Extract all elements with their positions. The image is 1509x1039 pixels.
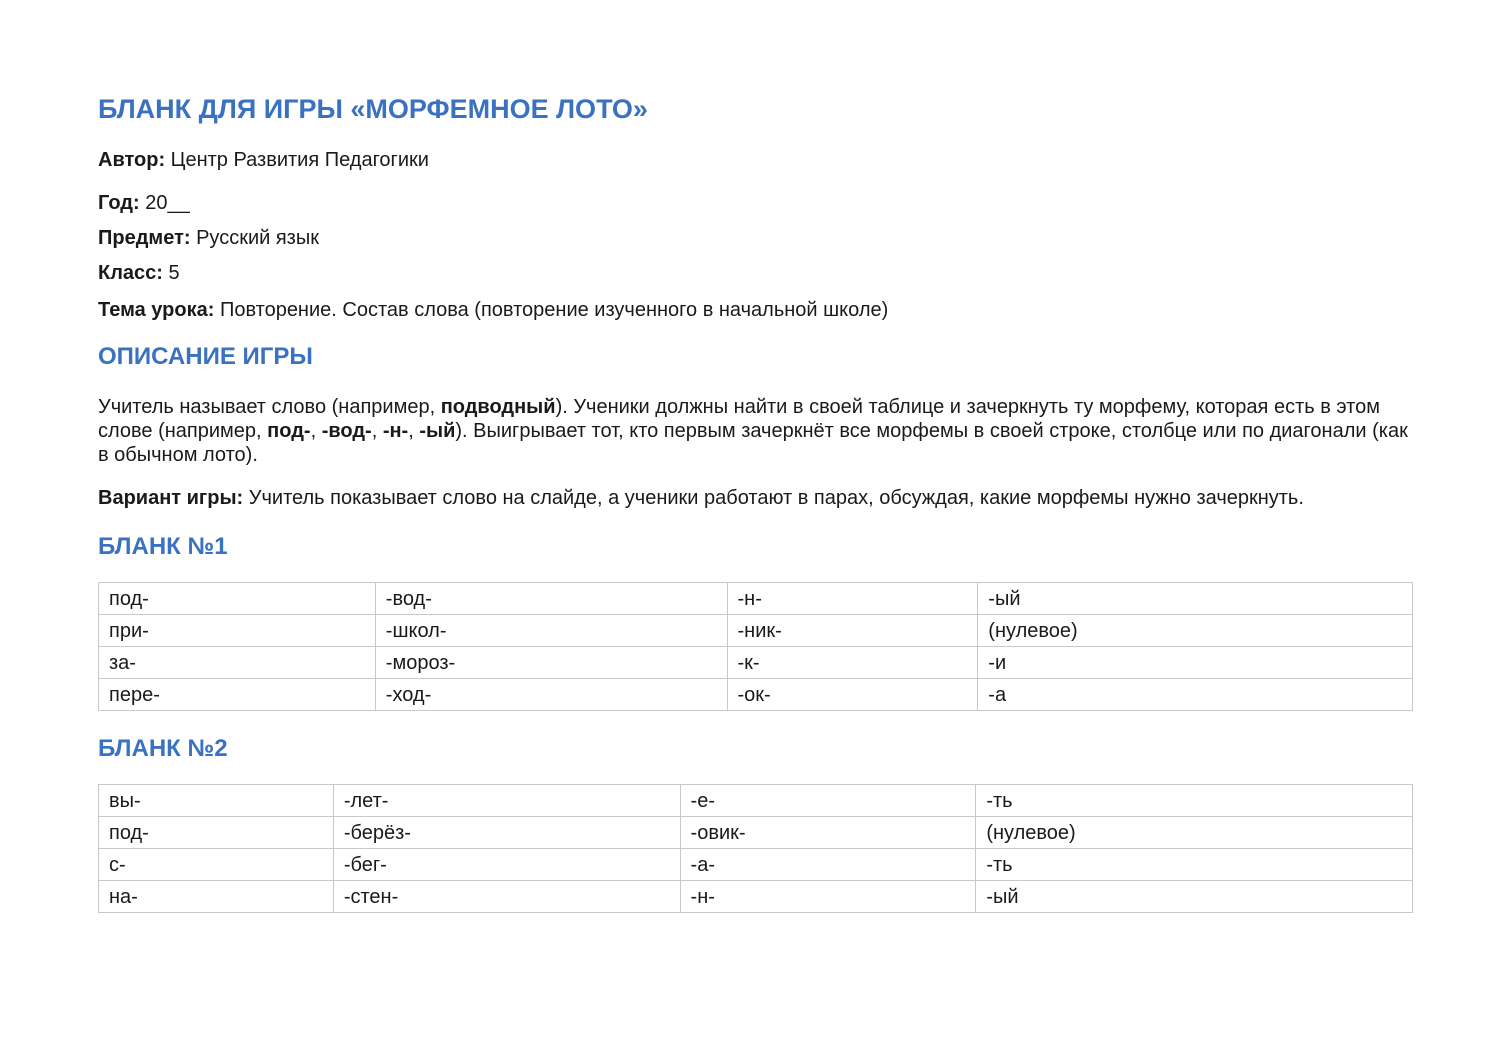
variant-label: Вариант игры: <box>98 487 244 509</box>
meta-year-value: 20__ <box>139 192 190 214</box>
table-cell: -ник- <box>727 615 978 647</box>
description-paragraph: Учитель называет слово (например, подводный). Ученики должны найти в своей таблице и зачеркнуть ту морфему, которая есть в этом слове (например, под-, -вод-, -н-, -ый). Выигрывает тот, кто первым зачеркнёт все морфемы в своей строке, столбце или по диагонали (как в обычном лото). <box>98 396 1408 466</box>
table-row <box>99 785 1413 817</box>
example-word: подводный <box>440 396 556 418</box>
blank1-heading: БЛАНК №1 <box>98 533 228 560</box>
table-cell: -школ- <box>375 615 727 647</box>
table-row <box>99 817 1413 849</box>
variant-paragraph <box>98 486 1413 510</box>
meta-grade-value: 5 <box>162 262 180 284</box>
table-cell: -е- <box>680 785 976 817</box>
table-cell: под- <box>99 583 376 615</box>
blank1-table <box>98 582 1413 711</box>
table-row <box>99 615 1413 647</box>
morpheme-ending: -ый <box>419 420 456 442</box>
table-cell: -бег- <box>333 849 680 881</box>
table-cell: -ый <box>978 583 1413 615</box>
table-cell: при- <box>99 615 376 647</box>
meta-subject <box>98 227 319 250</box>
meta-author-label: Автор: <box>98 149 166 171</box>
table-cell: -берёз- <box>333 817 680 849</box>
table-cell: с- <box>99 849 334 881</box>
table-cell: на- <box>99 881 334 913</box>
meta-topic-label: Тема урока: <box>98 299 215 321</box>
table-row <box>99 647 1413 679</box>
table-cell: -ть <box>976 785 1413 817</box>
meta-subject-value: Русский язык <box>190 227 319 249</box>
table-cell: -и <box>978 647 1413 679</box>
table-cell: -ход- <box>375 679 727 711</box>
table-row <box>99 679 1413 711</box>
blank2-heading: БЛАНК №2 <box>98 735 228 762</box>
table-cell: -ть <box>976 849 1413 881</box>
table-row <box>99 849 1413 881</box>
meta-author <box>98 149 429 172</box>
table-cell: -н- <box>727 583 978 615</box>
meta-grade-label: Класс: <box>98 262 163 284</box>
table-cell: (нулевое) <box>978 615 1413 647</box>
table-cell: -н- <box>680 881 976 913</box>
table-cell: -лет- <box>333 785 680 817</box>
table-row <box>99 881 1413 913</box>
table-cell: -к- <box>727 647 978 679</box>
table-cell: под- <box>99 817 334 849</box>
meta-author-value: Центр Развития Педагогики <box>165 149 429 171</box>
table-row <box>99 583 1413 615</box>
morpheme-prefix: под- <box>267 420 311 442</box>
table-cell: -ок- <box>727 679 978 711</box>
table-cell: пере- <box>99 679 376 711</box>
meta-year-label: Год: <box>98 192 140 214</box>
table-cell: -ый <box>976 881 1413 913</box>
table-cell: -овик- <box>680 817 976 849</box>
meta-topic <box>98 299 888 322</box>
document-title: БЛАНК ДЛЯ ИГРЫ «МОРФЕМНОЕ ЛОТО» <box>98 94 648 124</box>
morpheme-suffix: -н- <box>382 420 409 442</box>
meta-grade <box>98 262 180 285</box>
meta-topic-value: Повторение. Состав слова (повторение изученного в начальной школе) <box>214 299 889 321</box>
meta-subject-label: Предмет: <box>98 227 191 249</box>
meta-year <box>98 192 190 215</box>
table-cell: (нулевое) <box>976 817 1413 849</box>
blank2-table <box>98 784 1413 913</box>
table-cell: -а- <box>680 849 976 881</box>
table-cell: -стен- <box>333 881 680 913</box>
table-cell: -а <box>978 679 1413 711</box>
table-cell: -вод- <box>375 583 727 615</box>
table-cell: вы- <box>99 785 334 817</box>
table-cell: за- <box>99 647 376 679</box>
description-heading: ОПИСАНИЕ ИГРЫ <box>98 343 313 370</box>
variant-text: Учитель показывает слово на слайде, а ученики работают в парах, обсуждая, какие морфемы нужно зачеркнуть. <box>243 487 1304 509</box>
morpheme-root: -вод- <box>321 420 372 442</box>
table-cell: -мороз- <box>375 647 727 679</box>
